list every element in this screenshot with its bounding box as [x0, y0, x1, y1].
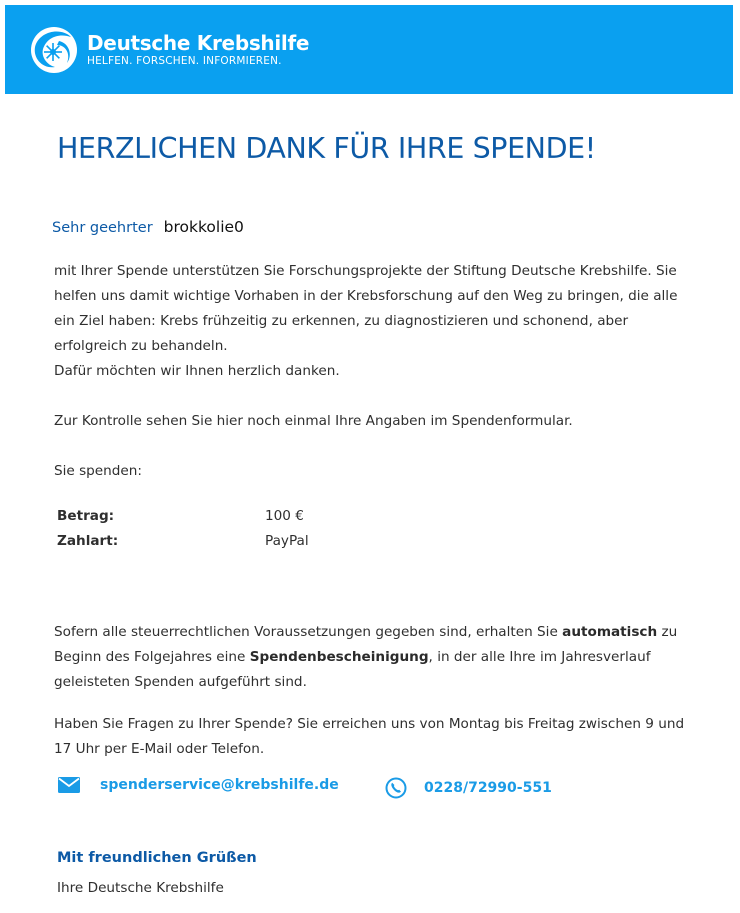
questions-text: Haben Sie Fragen zu Ihrer Spende? Sie erreichen uns von Montag bis Freitag zwischen 9 und 17 Uhr per E-Mail oder Telefon.	[54, 716, 685, 757]
tax-bold-certificate: Spendenbescheinigung	[249, 649, 429, 665]
detail-row-amount	[57, 504, 309, 529]
payment-method-label: Zahlart:	[57, 533, 119, 549]
tax-info-text	[54, 620, 700, 695]
intro-text	[54, 259, 700, 384]
closing-greeting: Mit freundlichen Grüßen	[57, 850, 257, 866]
tax-text-part: zu Beginn des Folgejahres eine	[54, 624, 678, 665]
salutation	[52, 218, 244, 236]
envelope-icon	[58, 777, 80, 793]
payment-method-value: PayPal	[265, 533, 309, 549]
header-banner	[5, 5, 733, 94]
donation-details	[57, 504, 309, 554]
intro-paragraph: mit Ihrer Spende unterstützen Sie Forschungsprojekte der Stiftung Deutsche Krebshilfe. Sie helfen uns damit wichtige Vorhaben in der Krebsforschung auf den Weg zu bringen, die alle ein Ziel haben: Krebs frühzeitig zu erkennen, zu diagnostizieren und schonend, aber erfolgreich zu behandeln.	[54, 263, 678, 354]
phone-link[interactable]: 0228/72990-551	[424, 780, 552, 796]
phone-icon	[385, 777, 407, 799]
email-link[interactable]: spenderservice@krebshilfe.de	[100, 777, 339, 793]
contact-email[interactable]	[58, 777, 339, 793]
tax-text-part: , in der alle Ihre im Jahresverlauf geleisteten Spenden aufgeführt sind.	[54, 649, 651, 690]
donor-name: brokkolie0	[163, 218, 244, 236]
brand-name: Deutsche Krebshilfe	[87, 31, 310, 55]
brand-logo[interactable]	[29, 25, 309, 75]
donate-label: Sie spenden:	[54, 463, 142, 479]
amount-value: 100 €	[265, 508, 304, 524]
krebshilfe-logo-icon	[29, 25, 79, 75]
contact-phone[interactable]	[385, 777, 552, 799]
amount-label: Betrag:	[57, 508, 115, 524]
thanks-line: Dafür möchten wir Ihnen herzlich danken.	[54, 363, 340, 379]
brand-slogan: HELFEN. FORSCHEN. INFORMIEREN.	[87, 55, 282, 67]
tax-bold-automatic: automatisch	[562, 624, 658, 640]
control-text: Zur Kontrolle sehen Sie hier noch einmal Ihre Angaben im Spendenformular.	[54, 413, 573, 429]
detail-row-payment	[57, 529, 309, 554]
signature: Ihre Deutsche Krebshilfe	[57, 880, 224, 896]
page-title: HERZLICHEN DANK FÜR IHRE SPENDE!	[57, 132, 596, 165]
salutation-greeting: Sehr geehrter	[52, 220, 153, 236]
tax-text-part: Sofern alle steuerrechtlichen Voraussetzungen gegeben sind, erhalten Sie	[54, 624, 563, 640]
